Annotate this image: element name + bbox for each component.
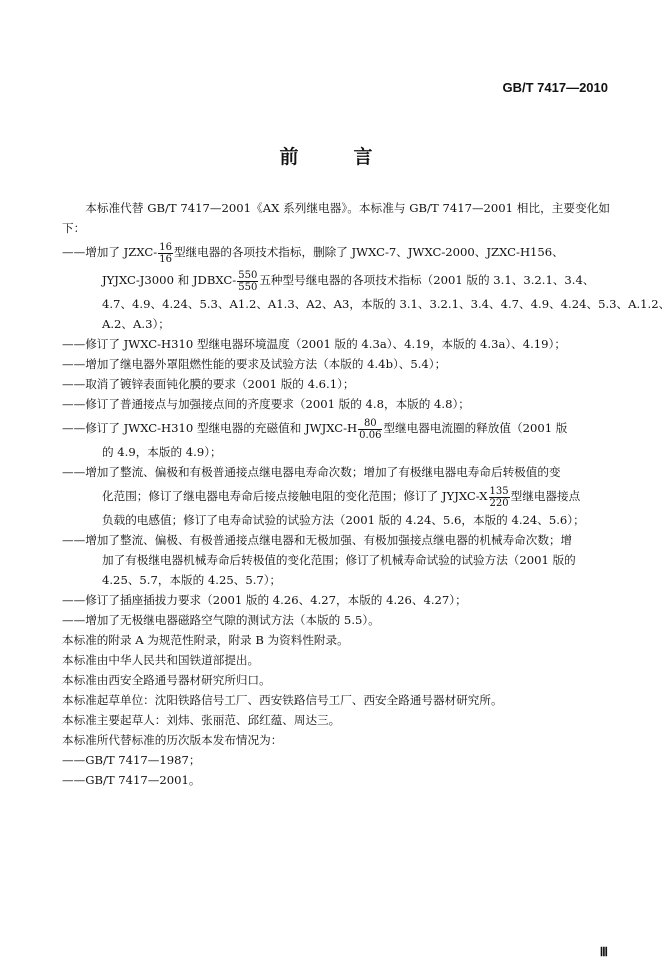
fraction xyxy=(158,242,173,265)
item-text: ——增加了 JZXC- xyxy=(62,245,158,259)
item-text: ——修订了 JWXC-H310 型继电器的充磁值和 JWJXC-H xyxy=(62,421,358,435)
change-item-4: ——取消了镀锌表面钝化膜的要求（2001 版的 4.6.1）； xyxy=(62,377,355,391)
history-heading: 本标准所代替标准的历次版本发布情况为： xyxy=(62,733,283,747)
change-item-9: ——修订了插座插拔力要求（2001 版的 4.26、4.27，本版的 4.26、4.27）； xyxy=(62,593,467,607)
item-text: A.2、A.3）； xyxy=(102,317,170,331)
change-item-3: ——增加了继电器外罩阻燃性能的要求及试验方法（本版的 4.4b）、5.4）； xyxy=(62,357,447,371)
item-text: 型继电器电流圈的释放值（2001 版 xyxy=(383,421,568,435)
page-number: Ⅲ xyxy=(599,945,608,959)
item-text: ——增加了整流、偏极、有极普通接点继电器和无极加强、有极加强接点继电器的机械寿命次数；增 xyxy=(62,533,573,547)
drafting-units: 本标准起草单位：沈阳铁路信号工厂、西安铁路信号工厂、西安全路通号器材研究所。 xyxy=(62,693,503,707)
item-text: 化范围；修订了继电器电寿命后接点接触电阻的变化范围；修订了 JYJXC-X xyxy=(102,489,488,503)
history-item: ——GB/T 7417—1987； xyxy=(62,753,201,767)
change-item-8 xyxy=(62,530,610,590)
fraction-denominator: 220 xyxy=(489,497,509,509)
item-text: 4.7、4.9、4.24、5.3、A1.2、A1.3、A2、A3，本版的 3.1、3.2.1、3.4、4.7、4.9、4.24、5.3、A.1.2、 xyxy=(102,297,670,311)
fraction-denominator: 550 xyxy=(238,281,258,293)
change-item-10: ——增加了无极继电器磁路空气隙的测试方法（本版的 5.5）。 xyxy=(62,613,380,627)
change-item-1 xyxy=(62,238,670,334)
item-text: 的 4.9，本版的 4.9）； xyxy=(102,445,222,459)
appendix-note: 本标准的附录 A 为规范性附录，附录 B 为资料性附录。 xyxy=(62,633,349,647)
change-item-2: ——修订了 JWXC-H310 型继电器环境温度（2001 版的 4.3a）、4.19，本版的 4.3a）、4.19）； xyxy=(62,337,566,351)
fraction xyxy=(237,270,258,293)
fraction xyxy=(358,418,382,441)
history-item: ——GB/T 7417—2001。 xyxy=(62,773,201,787)
item-text: ——增加了整流、偏极和有极普通接点继电器电寿命次数；增加了有极继电器电寿命后转极值的变 xyxy=(62,465,561,479)
change-item-6 xyxy=(62,414,610,462)
document-body xyxy=(62,198,670,790)
item-text: 负载的电感值；修订了电寿命试验的试验方法（2001 版的 4.24、5.6，本版的 4.24、5.6）； xyxy=(102,513,585,527)
item-text: 加了有极继电器机械寿命后转极值的变化范围；修订了机械寿命试验的试验方法（2001 版的 xyxy=(102,553,576,567)
standard-code-header: GB/T 7417—2010 xyxy=(502,80,608,95)
administrator-note: 本标准由西安全路通号器材研究所归口。 xyxy=(62,673,271,687)
intro-paragraph: 本标准代替 GB/T 7417—2001《AX 系列继电器》。本标准与 GB/T 7417—2001 相比，主要变化如下： xyxy=(62,201,610,235)
item-text: 型继电器的各项技术指标，删除了 JWXC-7、JWXC-2000、JZXC-H156、 xyxy=(173,245,564,259)
fraction-numerator: 135 xyxy=(489,485,509,497)
item-text: 型继电器接点 xyxy=(510,489,581,503)
fraction-numerator: 80 xyxy=(358,418,382,430)
item-text: 4.25、5.7，本版的 4.25、5.7）； xyxy=(102,573,282,587)
fraction-numerator: 550 xyxy=(238,269,258,281)
item-text: 五种型号继电器的各项技术指标（2001 版的 3.1、3.2.1、3.4、 xyxy=(259,273,595,287)
page-title: 前 言 xyxy=(279,146,391,168)
fraction-numerator: 16 xyxy=(159,241,172,253)
fraction-denominator: 0.06 xyxy=(359,429,382,441)
change-item-7 xyxy=(62,462,610,530)
item-text: JYJXC-J3000 和 JDBXC- xyxy=(102,273,237,287)
fraction-denominator: 16 xyxy=(159,253,172,265)
fraction xyxy=(489,486,510,509)
drafters: 本标准主要起草人：刘炜、张丽范、邱红蕴、周达三。 xyxy=(62,713,341,727)
proposer-note: 本标准由中华人民共和国铁道部提出。 xyxy=(62,653,260,667)
change-item-5: ——修订了普通接点与加强接点间的齐度要求（2001 版的 4.8，本版的 4.8）； xyxy=(62,397,470,411)
